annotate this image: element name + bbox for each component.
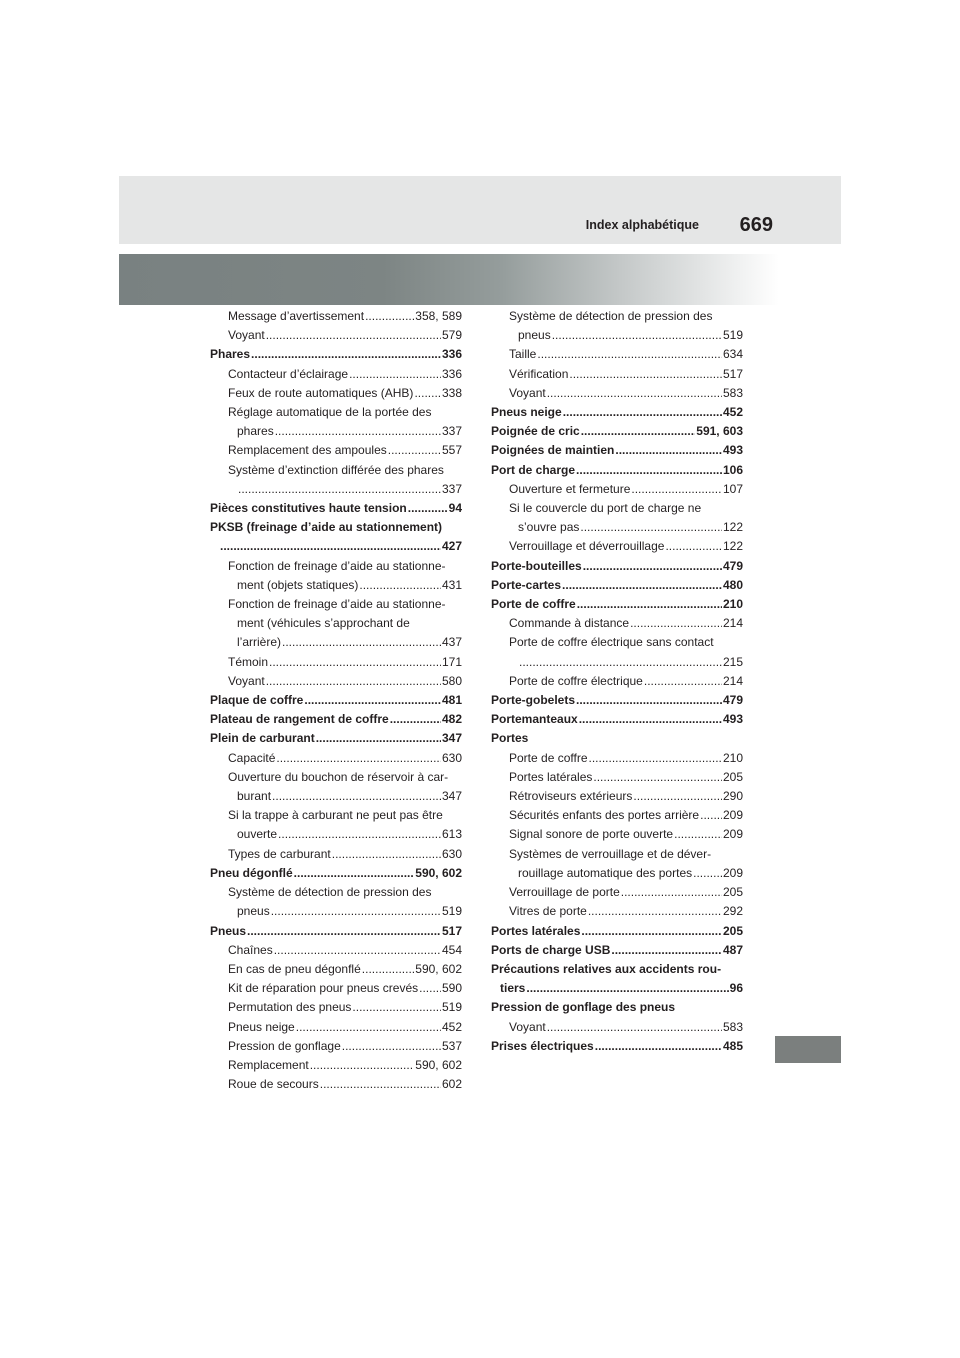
index-entry-page: 338	[441, 385, 462, 400]
index-entry-page: 210	[722, 750, 743, 765]
index-entry	[491, 691, 743, 710]
index-entry	[491, 326, 743, 345]
dot-leader	[519, 653, 722, 672]
index-entry-page: 431	[441, 577, 462, 592]
index-entry	[491, 576, 743, 595]
index-entry-page: 205	[722, 769, 743, 784]
index-entry	[491, 441, 743, 460]
index-entry-page: 205	[722, 923, 743, 938]
index-entry	[491, 825, 743, 844]
index-entry	[491, 883, 743, 902]
index-entry	[210, 960, 462, 979]
index-entry-text: Ouverture et fermeture	[509, 481, 631, 496]
index-entry	[491, 461, 743, 480]
index-entry	[491, 537, 743, 556]
index-entry	[491, 614, 743, 633]
index-entry-page: 485	[722, 1038, 743, 1053]
dot-leader	[630, 614, 722, 633]
page-number: 669	[739, 214, 773, 236]
index-entry	[210, 307, 462, 326]
dot-leader	[595, 1037, 722, 1056]
index-entry-page: 630	[441, 750, 462, 765]
index-entry-text: rouillage automatique des portes	[518, 865, 693, 880]
index-entry	[491, 768, 743, 787]
index-entry-page: 452	[441, 1019, 462, 1034]
index-entry-text: Remplacement des ampoules	[228, 443, 387, 458]
index-entry-page: 337	[441, 481, 462, 496]
index-entry	[210, 787, 462, 806]
dot-leader	[304, 691, 441, 710]
index-entry-page: 613	[441, 827, 462, 842]
index-entry-page: 583	[722, 1019, 743, 1034]
index-entry-text: Portes latérales	[491, 923, 581, 938]
index-entry-text: Porte-cartes	[491, 577, 562, 592]
dot-leader	[589, 749, 722, 768]
index-entry-text: Signal sonore de porte ouverte	[509, 827, 674, 842]
index-entry	[491, 345, 743, 364]
index-entry-text: Contacteur d’éclairage	[228, 366, 349, 381]
index-entry-text: Porte de coffre électrique sans contact	[509, 635, 714, 650]
index-entry-text: Pneu dégonflé	[210, 865, 293, 880]
dot-leader	[276, 749, 441, 768]
dot-leader	[388, 441, 441, 460]
index-entry	[491, 1037, 743, 1056]
decorative-gradient-bar	[119, 254, 779, 305]
index-entry	[210, 633, 462, 652]
index-entry-text: Pneus neige	[228, 1019, 295, 1034]
index-entry-page: 481	[441, 693, 462, 708]
dot-leader	[580, 518, 722, 537]
index-entry-page: 347	[441, 789, 462, 804]
dot-leader	[320, 1075, 441, 1094]
index-entry-text: Remplacement	[228, 1057, 309, 1072]
dot-leader	[275, 422, 441, 441]
index-entry-text: Message d’avertissement	[228, 309, 365, 323]
dot-leader	[278, 825, 441, 844]
index-entry-text: Commande à distance	[509, 616, 630, 631]
index-entry	[210, 403, 462, 422]
index-entry-text: Pneus neige	[491, 405, 562, 420]
index-entry	[210, 345, 462, 364]
index-entry-page: 214	[722, 673, 743, 688]
index-entry-text: Pression de gonflage	[228, 1038, 341, 1053]
dot-leader	[251, 345, 441, 364]
dot-leader	[588, 902, 722, 921]
dot-leader	[552, 326, 722, 345]
index-entry-text: Plateau de rangement de coffre	[210, 712, 389, 727]
dot-leader	[700, 806, 722, 825]
index-entry	[491, 979, 743, 998]
dot-leader	[631, 480, 722, 499]
index-entry-text: Voyant	[509, 1019, 546, 1034]
index-entry	[210, 499, 462, 518]
dot-leader	[349, 365, 441, 384]
index-entry-page: 519	[441, 904, 462, 919]
dot-leader	[583, 557, 722, 576]
index-entry	[210, 922, 462, 941]
index-entry-text: Verrouillage de porte	[509, 885, 620, 900]
index-entry-text: Vérification	[509, 366, 569, 381]
index-entry	[491, 845, 743, 864]
index-entry-text: Taille	[509, 347, 537, 362]
index-entry-text: Plein de carburant	[210, 731, 315, 746]
index-entry	[491, 787, 743, 806]
index-entry-page: 107	[722, 481, 743, 496]
index-entry-page: 634	[722, 347, 743, 362]
dot-leader	[547, 384, 722, 403]
index-entry	[491, 557, 743, 576]
dot-leader	[644, 672, 722, 691]
index-entry	[210, 595, 462, 614]
index-entry	[491, 902, 743, 921]
index-entry-page: 427	[441, 539, 462, 554]
index-entry	[210, 998, 462, 1017]
section-tab-marker	[775, 1036, 841, 1063]
index-entry-text: Pression de gonflage des pneus	[491, 1000, 676, 1015]
index-entry	[491, 749, 743, 768]
index-entry-page: 205	[722, 885, 743, 900]
index-entry-page: 214	[722, 616, 743, 631]
dot-leader	[282, 633, 441, 652]
dot-leader	[581, 922, 722, 941]
dot-leader	[693, 864, 722, 883]
index-entry	[210, 825, 462, 844]
index-entry-text: Voyant	[228, 328, 265, 343]
dot-leader	[562, 576, 722, 595]
dot-leader	[238, 480, 441, 499]
index-entry-text: Système de détection de pression des	[228, 885, 432, 900]
index-entry	[210, 365, 462, 384]
index-entry-page: 493	[722, 712, 743, 727]
index-entry	[210, 864, 462, 883]
index-entry-text: Porte de coffre	[509, 750, 588, 765]
index-entry	[210, 614, 462, 633]
dot-leader	[266, 326, 441, 345]
dot-leader	[274, 941, 441, 960]
index-entry-page: 580	[441, 673, 462, 688]
index-entry	[210, 1037, 462, 1056]
index-entry-page: 210	[722, 597, 743, 612]
index-entry-text: Ports de charge USB	[491, 942, 611, 957]
dot-leader	[621, 883, 722, 902]
index-entry	[491, 922, 743, 941]
index-entry-text: Permutation des pneus	[228, 1000, 352, 1015]
index-entry	[210, 1075, 462, 1094]
dot-leader	[390, 710, 441, 729]
index-entry	[210, 941, 462, 960]
index-entry	[491, 941, 743, 960]
index-entry-text: Si la trappe à carburant ne peut pas être	[228, 808, 443, 823]
dot-leader	[310, 1056, 415, 1075]
index-entry-page: 290	[722, 789, 743, 804]
index-entry-page: 517	[722, 366, 743, 381]
dot-leader	[352, 998, 441, 1017]
index-entry	[210, 845, 462, 864]
index-entry-text: l’arrière)	[237, 635, 282, 650]
index-entry-page: 583	[722, 385, 743, 400]
index-entry-page: 487	[722, 942, 743, 957]
index-entry	[491, 864, 743, 883]
index-entry	[210, 768, 462, 787]
dot-leader	[247, 922, 441, 941]
index-entry-text: Poignée de cric	[491, 424, 580, 439]
index-entry-page: 122	[722, 520, 743, 535]
index-column-left	[210, 307, 462, 1094]
index-entry-text: s’ouvre pas	[518, 520, 580, 535]
index-entry	[491, 384, 743, 403]
index-entry	[210, 653, 462, 672]
index-entry-page: 590, 602	[415, 961, 462, 976]
dot-leader	[414, 384, 441, 403]
index-entry	[491, 960, 743, 979]
index-entry	[210, 710, 462, 729]
index-entry-text: pneus	[237, 904, 270, 919]
dot-leader	[266, 672, 441, 691]
index-entry-text: Kit de réparation pour pneus crevés	[228, 981, 419, 996]
index-entry-text: Prises électriques	[491, 1038, 594, 1053]
dot-leader	[615, 441, 722, 460]
index-entry-page: 292	[722, 904, 743, 919]
dot-leader	[593, 768, 722, 787]
dot-leader	[577, 595, 722, 614]
index-entry	[491, 806, 743, 825]
index-entry-text: Fonction de freinage d’aide au stationne-	[228, 558, 446, 573]
index-entry	[210, 422, 462, 441]
index-entry	[210, 576, 462, 595]
index-entry	[210, 441, 462, 460]
index-entry-text: Verrouillage et déverrouillage	[509, 539, 665, 554]
index-entry	[210, 749, 462, 768]
dot-leader	[342, 1037, 441, 1056]
index-entry-page: 347	[441, 731, 462, 746]
dot-leader	[365, 307, 414, 326]
index-entry-text: Témoin	[228, 654, 269, 669]
index-entry-page: 122	[722, 539, 743, 554]
index-entry-text: Porte de coffre	[491, 597, 576, 612]
index-entry-page: 479	[722, 558, 743, 573]
index-entry-page: 591, 603	[696, 424, 743, 439]
dot-leader	[674, 825, 722, 844]
index-entry-page: 602	[441, 1077, 462, 1092]
dot-leader	[576, 691, 722, 710]
index-entry-text: Pièces constitutives haute tension	[210, 501, 407, 516]
index-entry	[491, 480, 743, 499]
index-entry-text: ouverte	[237, 827, 278, 842]
dot-leader	[526, 979, 728, 998]
index-entry-page: 579	[441, 328, 462, 343]
dot-leader	[220, 537, 441, 556]
index-entry-text: Feux de route automatiques (AHB)	[228, 385, 414, 400]
index-entry	[210, 1018, 462, 1037]
index-entry	[210, 979, 462, 998]
index-entry-text: Porte-bouteilles	[491, 558, 582, 573]
index-entry	[210, 557, 462, 576]
index-entry-page: 452	[722, 405, 743, 420]
index-entry-page: 630	[441, 846, 462, 861]
index-entry	[491, 307, 743, 326]
index-entry-text: Systèmes de verrouillage et de déver-	[509, 846, 712, 861]
dot-leader	[665, 537, 722, 556]
index-entry	[210, 384, 462, 403]
index-entry-text: Porte-gobelets	[491, 693, 576, 708]
dot-leader	[611, 941, 722, 960]
index-entry	[210, 326, 462, 345]
dot-leader	[581, 422, 696, 441]
index-entry-text: Port de charge	[491, 462, 576, 477]
dot-leader	[362, 960, 415, 979]
section-title: Index alphabétique	[585, 218, 699, 232]
dot-leader	[569, 365, 722, 384]
index-entry-page: 96	[729, 981, 743, 996]
index-entry-text: ment (objets statiques)	[237, 577, 359, 592]
index-entry-page: 106	[722, 462, 743, 477]
dot-leader	[537, 345, 722, 364]
index-entry	[210, 691, 462, 710]
index-entry-text: Précautions relatives aux accidents rou-	[491, 961, 722, 976]
dot-leader	[633, 787, 722, 806]
index-entry-text: Roue de secours	[228, 1077, 319, 1092]
index-entry-text: Sécurités enfants des portes arrière	[509, 808, 700, 823]
index-entry	[491, 672, 743, 691]
index-entry-page: 209	[722, 827, 743, 842]
index-entry-text: Portes	[491, 731, 529, 746]
index-entry-page: 94	[448, 501, 462, 516]
index-entry-page: 493	[722, 443, 743, 458]
index-entry-text: Rétroviseurs extérieurs	[509, 789, 633, 804]
index-entry-page: 209	[722, 865, 743, 880]
index-entry-page: 437	[441, 635, 462, 650]
index-entry	[210, 537, 462, 556]
index-entry-page: 480	[722, 577, 743, 592]
index-entry-text: phares	[237, 424, 274, 439]
index-entry	[491, 710, 743, 729]
index-entry-page: 337	[441, 424, 462, 439]
index-entry-text: Vitres de porte	[509, 904, 587, 919]
index-entry-page: 171	[441, 654, 462, 669]
dot-leader	[272, 787, 441, 806]
index-entry	[210, 1056, 462, 1075]
index-entry	[491, 365, 743, 384]
dot-leader	[419, 979, 441, 998]
index-entry-text: Capacité	[228, 750, 276, 765]
index-entry-text: Chaînes	[228, 942, 273, 957]
index-entry	[210, 461, 462, 480]
index-entry-text: tiers	[500, 981, 526, 996]
index-entry-page: 519	[441, 1000, 462, 1015]
index-entry	[210, 729, 462, 748]
dot-leader	[547, 1018, 722, 1037]
dot-leader	[294, 864, 415, 883]
index-entry	[210, 672, 462, 691]
index-entry	[210, 883, 462, 902]
index-entry-text: Pneus	[210, 923, 247, 938]
index-entry	[210, 518, 462, 537]
index-entry	[491, 998, 743, 1017]
index-entry-page: 537	[441, 1038, 462, 1053]
index-entry-text: ment (véhicules s’approchant de	[237, 616, 410, 631]
index-entry	[491, 633, 743, 652]
index-entry-text: En cas de pneu dégonflé	[228, 961, 361, 976]
index-entry-page: 557	[441, 443, 462, 458]
index-entry-page: 454	[441, 942, 462, 957]
index-entry-text: Plaque de coffre	[210, 693, 304, 708]
index-entry-page: 517	[441, 923, 462, 938]
index-entry-text: burant	[237, 789, 272, 804]
dot-leader	[316, 729, 441, 748]
index-entry-text: Phares	[210, 347, 251, 362]
index-entry-text: Ouverture du bouchon de réservoir à car-	[228, 769, 449, 784]
index-column-right	[491, 307, 743, 1056]
index-entry-text: PKSB (freinage d’aide au stationnement)	[210, 520, 443, 535]
dot-leader	[332, 845, 441, 864]
index-entry	[491, 653, 743, 672]
index-entry	[210, 902, 462, 921]
index-entry-page: 479	[722, 693, 743, 708]
index-entry-text: Voyant	[509, 385, 546, 400]
index-entry	[491, 595, 743, 614]
index-entry-text: Voyant	[228, 673, 265, 688]
index-entry	[491, 403, 743, 422]
index-entry-text: Portemanteaux	[491, 712, 578, 727]
dot-leader	[296, 1018, 441, 1037]
index-entry	[491, 1018, 743, 1037]
index-entry-page: 590	[441, 981, 462, 996]
page-header	[119, 176, 841, 244]
index-entry-page: 590, 602	[415, 1057, 462, 1072]
index-entry	[210, 806, 462, 825]
index-entry-text: Si le couvercle du port de charge ne	[509, 501, 702, 516]
index-entry-page: 519	[722, 328, 743, 343]
dot-leader	[359, 576, 441, 595]
index-entry-text: Système de détection de pression des	[509, 309, 713, 323]
index-entry-page: 336	[441, 366, 462, 381]
index-entry-text: Types de carburant	[228, 846, 331, 861]
index-entry-page: 209	[722, 808, 743, 823]
dot-leader	[408, 499, 448, 518]
index-entry-text: Fonction de freinage d’aide au stationne-	[228, 597, 446, 612]
index-entry-page: 336	[441, 347, 462, 362]
index-entry-page: 590, 602	[415, 865, 462, 880]
index-entry	[491, 518, 743, 537]
dot-leader	[579, 710, 722, 729]
index-entry	[491, 499, 743, 518]
index-entry-page: 215	[722, 654, 743, 669]
index-entry-page: 482	[441, 712, 462, 727]
index-entry-text: Porte de coffre électrique	[509, 673, 643, 688]
dot-leader	[269, 653, 441, 672]
index-entry-text: Poignées de maintien	[491, 443, 615, 458]
index-entry	[491, 422, 743, 441]
dot-leader	[563, 403, 722, 422]
dot-leader	[271, 902, 441, 921]
index-entry-text: Portes latérales	[509, 769, 593, 784]
index-entry-text: Réglage automatique de la portée des	[228, 405, 432, 420]
index-entry-text: Système d’extinction différée des phares	[228, 462, 444, 477]
index-entry-page: 358, 589	[415, 309, 462, 323]
index-entry-text: pneus	[518, 328, 551, 343]
index-entry	[210, 480, 462, 499]
dot-leader	[576, 461, 722, 480]
index-entry	[491, 729, 743, 748]
